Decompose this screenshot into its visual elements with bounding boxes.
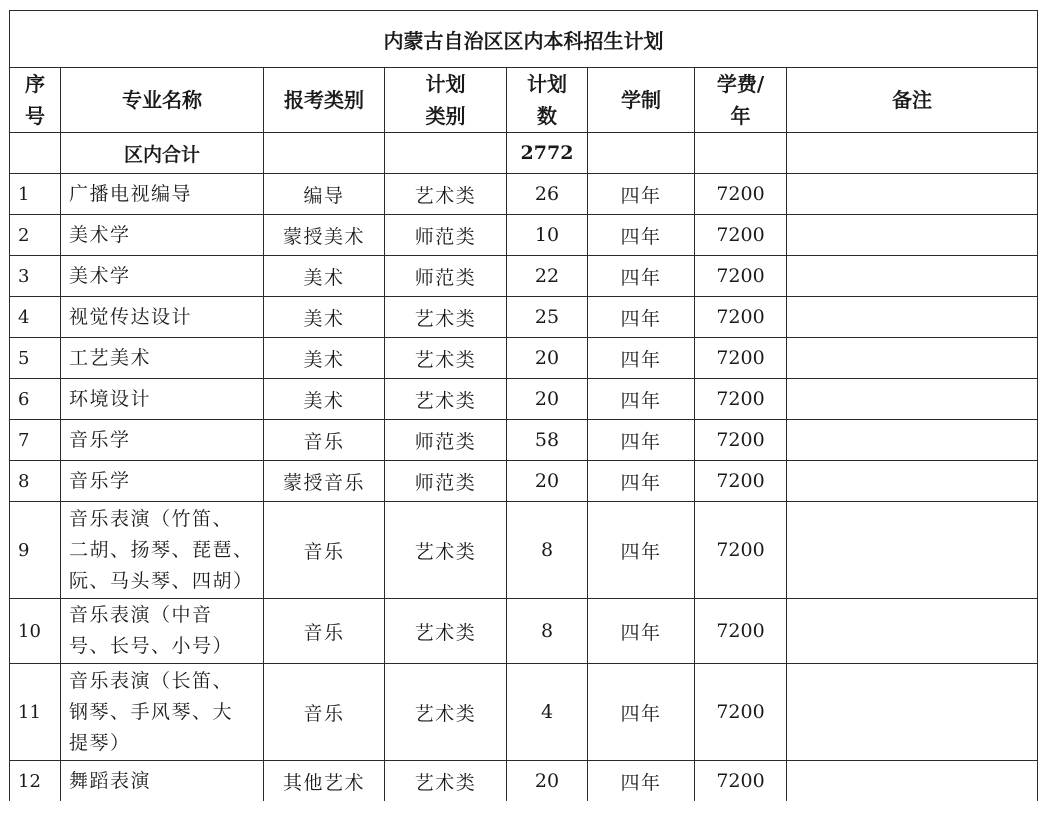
row-major-line: 音乐表演（竹笛、 [69, 507, 234, 530]
row-plan-count: 20 [507, 379, 588, 420]
table-row [10, 502, 1038, 599]
row-category: 美术 [264, 338, 385, 379]
row-plan-type: 艺术类 [385, 502, 507, 599]
row-duration: 四年 [588, 256, 695, 297]
row-major-line: 美术学 [69, 264, 131, 287]
row-tuition: 7200 [695, 297, 787, 338]
row-tuition: 7200 [695, 338, 787, 379]
header-remarks: 备注 [787, 68, 1038, 133]
row-major [61, 379, 264, 420]
row-index: 11 [10, 664, 61, 761]
table-row [10, 599, 1038, 664]
header-category: 报考类别 [264, 68, 385, 133]
row-remarks [787, 599, 1038, 664]
row-plan-type: 艺术类 [385, 379, 507, 420]
row-major-line: 号、长号、小号） [69, 635, 234, 657]
row-major-line: 音乐学 [69, 469, 131, 492]
row-plan-count: 25 [507, 297, 588, 338]
row-plan-type: 艺术类 [385, 338, 507, 379]
row-category: 美术 [264, 379, 385, 420]
row-remarks [787, 256, 1038, 297]
total-plan-type [385, 133, 507, 174]
total-row [10, 133, 1038, 174]
row-remarks [787, 664, 1038, 761]
row-category: 音乐 [264, 502, 385, 599]
row-plan-count: 20 [507, 761, 588, 802]
total-category [264, 133, 385, 174]
row-category: 音乐 [264, 599, 385, 664]
row-index: 4 [10, 297, 61, 338]
row-index: 7 [10, 420, 61, 461]
row-major-line: 工艺美术 [69, 346, 152, 369]
row-plan-count: 8 [507, 502, 588, 599]
row-plan-type: 艺术类 [385, 297, 507, 338]
row-plan-count: 22 [507, 256, 588, 297]
row-major-line: 环境设计 [69, 387, 152, 410]
row-index: 9 [10, 502, 61, 599]
row-duration: 四年 [588, 502, 695, 599]
row-duration: 四年 [588, 174, 695, 215]
row-major-line: 音乐表演（中音 [69, 604, 213, 626]
row-duration: 四年 [588, 461, 695, 502]
table-row [10, 174, 1038, 215]
row-plan-type: 艺术类 [385, 761, 507, 802]
row-duration: 四年 [588, 599, 695, 664]
row-major [61, 761, 264, 802]
row-major-line: 提琴） [69, 731, 131, 754]
table-row [10, 761, 1038, 802]
row-tuition: 7200 [695, 215, 787, 256]
row-major-line: 舞蹈表演 [69, 769, 152, 792]
row-index: 2 [10, 215, 61, 256]
table-row [10, 379, 1038, 420]
row-major [61, 502, 264, 599]
row-category: 美术 [264, 256, 385, 297]
row-category: 其他艺术 [264, 761, 385, 802]
row-duration: 四年 [588, 761, 695, 802]
table-row [10, 256, 1038, 297]
row-major [61, 297, 264, 338]
row-index: 3 [10, 256, 61, 297]
row-tuition: 7200 [695, 379, 787, 420]
row-plan-count: 20 [507, 338, 588, 379]
row-major [61, 215, 264, 256]
row-tuition: 7200 [695, 256, 787, 297]
table-row [10, 215, 1038, 256]
row-major-line: 美术学 [69, 223, 131, 246]
row-index: 1 [10, 174, 61, 215]
total-tuition [695, 133, 787, 174]
row-major-line: 音乐表演（长笛、 [69, 669, 234, 692]
row-major [61, 420, 264, 461]
row-plan-count: 20 [507, 461, 588, 502]
header-duration: 学制 [588, 68, 695, 133]
header-plan-count: 计划 数 [507, 68, 588, 133]
row-plan-type: 艺术类 [385, 664, 507, 761]
row-tuition: 7200 [695, 461, 787, 502]
row-duration: 四年 [588, 420, 695, 461]
row-remarks [787, 215, 1038, 256]
row-major [61, 174, 264, 215]
row-plan-type: 师范类 [385, 420, 507, 461]
row-major-line: 二胡、扬琴、琵琶、 [69, 538, 254, 561]
row-category: 蒙授美术 [264, 215, 385, 256]
row-plan-type: 艺术类 [385, 599, 507, 664]
row-remarks [787, 420, 1038, 461]
row-plan-count: 58 [507, 420, 588, 461]
row-index: 10 [10, 599, 61, 664]
row-major-line: 钢琴、手风琴、大 [69, 700, 234, 723]
header-index: 序 号 [10, 68, 61, 133]
row-remarks [787, 761, 1038, 802]
row-major-line: 视觉传达设计 [69, 305, 193, 328]
row-major [61, 599, 264, 664]
row-major [61, 256, 264, 297]
row-remarks [787, 379, 1038, 420]
header-plan-type: 计划 类别 [385, 68, 507, 133]
header-row [10, 68, 1038, 133]
row-major-line: 音乐学 [69, 428, 131, 451]
total-remarks [787, 133, 1038, 174]
row-plan-type: 师范类 [385, 256, 507, 297]
row-major [61, 338, 264, 379]
row-major [61, 664, 264, 761]
enrollment-plan-table [9, 10, 1038, 801]
row-category: 蒙授音乐 [264, 461, 385, 502]
row-plan-count: 4 [507, 664, 588, 761]
table-row [10, 664, 1038, 761]
row-duration: 四年 [588, 297, 695, 338]
row-tuition: 7200 [695, 599, 787, 664]
row-plan-count: 8 [507, 599, 588, 664]
row-category: 编导 [264, 174, 385, 215]
row-duration: 四年 [588, 664, 695, 761]
table-row [10, 420, 1038, 461]
total-count: 2772 [507, 133, 588, 174]
header-major: 专业名称 [61, 68, 264, 133]
row-plan-type: 师范类 [385, 461, 507, 502]
total-duration [588, 133, 695, 174]
row-tuition: 7200 [695, 420, 787, 461]
table-title: 内蒙古自治区区内本科招生计划 [10, 11, 1038, 68]
row-tuition: 7200 [695, 174, 787, 215]
table-row [10, 297, 1038, 338]
row-tuition: 7200 [695, 502, 787, 599]
row-major-line: 广播电视编导 [69, 182, 193, 205]
row-plan-type: 艺术类 [385, 174, 507, 215]
row-plan-type: 师范类 [385, 215, 507, 256]
row-index: 6 [10, 379, 61, 420]
row-remarks [787, 297, 1038, 338]
total-index [10, 133, 61, 174]
row-duration: 四年 [588, 338, 695, 379]
row-index: 5 [10, 338, 61, 379]
row-plan-count: 26 [507, 174, 588, 215]
row-index: 12 [10, 761, 61, 802]
row-tuition: 7200 [695, 664, 787, 761]
row-remarks [787, 461, 1038, 502]
row-tuition: 7200 [695, 761, 787, 802]
header-tuition: 学费/ 年 [695, 68, 787, 133]
table-row [10, 338, 1038, 379]
table-row [10, 461, 1038, 502]
row-plan-count: 10 [507, 215, 588, 256]
total-label: 区内合计 [61, 133, 264, 174]
row-category: 音乐 [264, 664, 385, 761]
row-remarks [787, 502, 1038, 599]
row-duration: 四年 [588, 215, 695, 256]
row-remarks [787, 338, 1038, 379]
row-index: 8 [10, 461, 61, 502]
row-major [61, 461, 264, 502]
row-major-line: 阮、马头琴、四胡） [69, 569, 254, 592]
row-category: 音乐 [264, 420, 385, 461]
row-duration: 四年 [588, 379, 695, 420]
row-remarks [787, 174, 1038, 215]
row-category: 美术 [264, 297, 385, 338]
